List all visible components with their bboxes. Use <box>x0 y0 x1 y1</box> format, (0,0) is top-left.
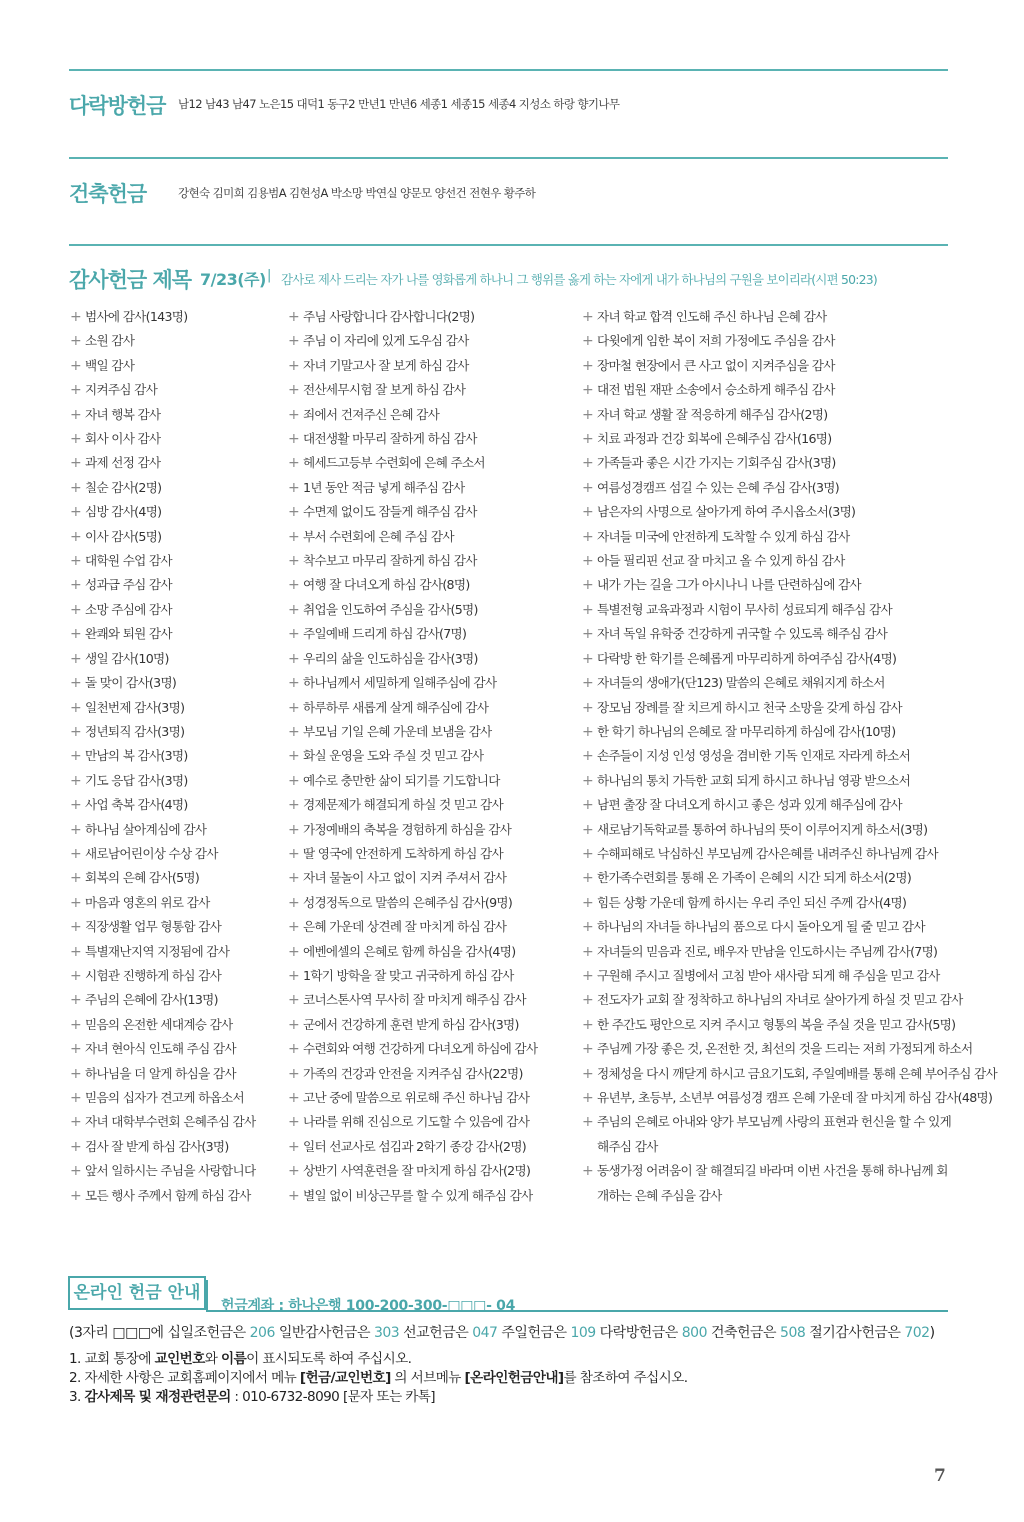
list-item: + 자녀 학교 합격 인도해 주신 하나님 은혜 감사 <box>582 305 997 329</box>
list-item: + 착수보고 마무리 잘하게 하심 감사 <box>288 549 537 573</box>
thanks-verse: 감사로 제사 드리는 자가 나를 영화롭게 하나니 그 행위를 옳게 하는 자에게 내가 하나님의 구원을 보이리라(시편 50:23) <box>281 272 878 287</box>
list-item: + 하루하루 새롭게 살게 해주심에 감사 <box>288 696 537 720</box>
list-item: + 믿음의 온전한 세대계승 감사 <box>70 1013 255 1037</box>
list-item: + 별일 없이 비상근무를 할 수 있게 해주심 감사 <box>288 1184 537 1208</box>
list-item: + 가족의 건강과 안전을 지켜주심 감사(22명) <box>288 1062 537 1086</box>
divider-top <box>69 69 948 71</box>
note-text: 3. <box>69 1389 81 1405</box>
list-item: + 가족들과 좋은 시간 가지는 기회주심 감사(3명) <box>582 451 997 475</box>
list-item: + 돌 맞이 감사(3명) <box>70 671 255 695</box>
list-item: + 치료 과정과 건강 회복에 은혜주심 감사(16명) <box>582 427 997 451</box>
list-item: + 자녀 대학부수련회 은혜주심 감사 <box>70 1110 255 1134</box>
list-item: + 소원 감사 <box>70 329 255 353</box>
list-item: + 1년 동안 적금 넣게 해주심 감사 <box>288 476 537 500</box>
list-item: + 취업을 인도하여 주심을 감사(5명) <box>288 598 537 622</box>
list-item: + 구원해 주시고 질병에서 고침 받아 새사람 되게 해 주심을 믿고 감사 <box>582 964 997 988</box>
list-item: + 은혜 가운데 상견례 잘 마치게 하심 감사 <box>288 915 537 939</box>
list-item: + 하나님의 자녀들 하나님의 품으로 다시 돌아오게 될 줄 믿고 감사 <box>582 915 997 939</box>
thanks-offering-date: 7/23(주) <box>200 270 266 289</box>
list-item: + 특별전형 교육과정과 시험이 무사히 성료되게 해주심 감사 <box>582 598 997 622</box>
list-item: + 심방 감사(4명) <box>70 500 255 524</box>
divider-3 <box>69 244 948 246</box>
online-notes <box>69 1350 687 1407</box>
list-item: + 하나님의 통치 가득한 교회 되게 하시고 하나님 영광 받으소서 <box>582 769 997 793</box>
list-item: + 앞서 일하시는 주님을 사랑합니다 <box>70 1159 255 1183</box>
list-item: + 칠순 감사(2명) <box>70 476 255 500</box>
list-item: + 자녀들 미국에 안전하게 도착할 수 있게 하심 감사 <box>582 525 997 549</box>
list-item: + 성과급 주심 감사 <box>70 573 255 597</box>
list-item: + 자녀 기말고사 잘 보게 하심 감사 <box>288 354 537 378</box>
list-item: + 손주들이 지성 인성 영성을 겸비한 기독 인재로 자라게 하소서 <box>582 744 997 768</box>
list-item: + 여행 잘 다녀오게 하심 감사(8명) <box>288 573 537 597</box>
list-item: + 다윗에게 임한 복이 저희 가정에도 주심을 감사 <box>582 329 997 353</box>
list-item: + 유년부, 초등부, 소년부 여름성경 캠프 은혜 가운데 잘 마치게 하심 감사(48명) <box>582 1086 997 1110</box>
list-item: + 소망 주심에 감사 <box>70 598 255 622</box>
online-offering-title: 온라인 헌금 안내 <box>68 1276 206 1310</box>
list-item: + 새로남기독학교를 통하여 하나님의 뜻이 이루어지게 하소서(3명) <box>582 818 997 842</box>
page-number: 7 <box>934 1466 946 1486</box>
list-item: + 동생가정 어려움이 잘 해결되길 바라며 이번 사건을 통해 하나님께 회개하는 은혜 주심을 감사 <box>582 1159 957 1208</box>
note-bold: [헌금/교인번호] <box>299 1370 391 1386</box>
list-item: + 모든 행사 주께서 함께 하심 감사 <box>70 1184 255 1208</box>
list-item: + 과제 선정 감사 <box>70 451 255 475</box>
season-code: 702 <box>904 1325 930 1341</box>
online-divider-vertical <box>206 1280 208 1312</box>
list-item: + 기도 응답 감사(3명) <box>70 769 255 793</box>
list-item: + 주님의 은혜에 감사(13명) <box>70 988 255 1012</box>
list-item: + 주님의 은혜로 아내와 양가 부모님께 사랑의 표현과 헌신을 할 수 있게 해주심 감사 <box>582 1110 957 1159</box>
list-item: + 전산세무시험 잘 보게 하심 감사 <box>288 378 537 402</box>
codes-text: 절기감사헌금은 <box>809 1325 901 1341</box>
list-item: + 자녀 독일 유학중 건강하게 귀국할 수 있도록 해주심 감사 <box>582 622 997 646</box>
building-code: 508 <box>780 1325 806 1341</box>
list-item: + 자녀 행복 감사 <box>70 403 255 427</box>
divider-2 <box>69 157 948 159</box>
note-bold: [온라인헌금안내] <box>464 1370 564 1386</box>
note-text: 의 서브메뉴 <box>394 1370 461 1386</box>
list-item: + 에벤에셀의 은혜로 함께 하심을 감사(4명) <box>288 940 537 964</box>
list-item: + 일천번제 감사(3명) <box>70 696 255 720</box>
thanks-offering-title: 감사헌금 제목 <box>69 268 192 292</box>
note-text: 1. 교회 통장에 <box>69 1351 151 1367</box>
list-item: + 한 학기 하나님의 은혜로 잘 마무리하게 하심에 감사(10명) <box>582 720 997 744</box>
darak-offering-title: 다락방헌금 <box>69 94 166 118</box>
list-item: + 하나님을 더 알게 하심을 감사 <box>70 1062 255 1086</box>
note-bold: 교인번호 <box>154 1351 205 1367</box>
list-item: + 회복의 은혜 감사(5명) <box>70 866 255 890</box>
list-item: + 시험관 진행하게 하심 감사 <box>70 964 255 988</box>
list-item: + 수련회와 여행 건강하게 다녀오게 하심에 감사 <box>288 1037 537 1061</box>
list-item: + 마음과 영혼의 위로 감사 <box>70 891 255 915</box>
note-text: : 010-6732-8090 [문자 또는 카톡] <box>234 1389 435 1405</box>
list-item: + 고난 중에 말씀으로 위로해 주신 하나님 감사 <box>288 1086 537 1110</box>
note-3 <box>69 1388 687 1407</box>
thanks-list-col2 <box>288 305 537 1208</box>
list-item: + 코너스톤사역 무사히 잘 마치게 해주심 감사 <box>288 988 537 1012</box>
codes-text: 다락방헌금은 <box>599 1325 678 1341</box>
tithe-code: 206 <box>249 1325 275 1341</box>
building-offering-names: 강현숙 김미희 김용범A 김현성A 박소망 박연실 양문모 양선건 전현우 황주하 <box>178 186 536 200</box>
list-item: + 자녀 현아식 인도해 주심 감사 <box>70 1037 255 1061</box>
thanks-separator: | <box>267 268 272 283</box>
list-item: + 대학원 수업 감사 <box>70 549 255 573</box>
list-item: + 정년퇴직 감사(3명) <box>70 720 255 744</box>
list-item: + 하나님 살아계심에 감사 <box>70 818 255 842</box>
list-item: + 만남의 복 감사(3명) <box>70 744 255 768</box>
list-item: + 1학기 방학을 잘 맞고 귀국하게 하심 감사 <box>288 964 537 988</box>
building-offering-title: 건축헌금 <box>69 182 147 206</box>
list-item: + 범사에 감사(143명) <box>70 305 255 329</box>
list-item: + 주일예배 드리게 하심 감사(7명) <box>288 622 537 646</box>
note-1 <box>69 1350 687 1369</box>
list-item: + 남은자의 사명으로 살아가게 하여 주시옵소서(3명) <box>582 500 997 524</box>
sunday-code: 109 <box>570 1325 596 1341</box>
list-item: + 완쾌와 퇴원 감사 <box>70 622 255 646</box>
mission-code: 047 <box>472 1325 498 1341</box>
offering-codes <box>69 1322 935 1342</box>
darak-offering-names: 남12 남43 남47 노은15 대덕1 동구2 만년1 만년6 세종1 세종15 세종4 지성소 하랑 향기나무 <box>178 97 620 111</box>
list-item: + 자녀 학교 생활 잘 적응하게 해주심 감사(2명) <box>582 403 997 427</box>
list-item: + 군에서 건강하게 훈련 받게 하심 감사(3명) <box>288 1013 537 1037</box>
list-item: + 다락방 한 학기를 은혜롭게 마무리하게 하여주심 감사(4명) <box>582 647 997 671</box>
list-item: + 한가족수련회를 통해 온 가족이 은혜의 시간 되게 하소서(2명) <box>582 866 997 890</box>
list-item: + 회사 이사 감사 <box>70 427 255 451</box>
list-item: + 이사 감사(5명) <box>70 525 255 549</box>
list-item: + 백일 감사 <box>70 354 255 378</box>
thanks-list-col1 <box>70 305 255 1208</box>
list-item: + 화실 운영을 도와 주실 것 믿고 감사 <box>288 744 537 768</box>
codes-text: (3자리 □□□에 십일조헌금은 <box>69 1325 246 1341</box>
list-item: + 나라를 위해 진심으로 기도할 수 있음에 감사 <box>288 1110 537 1134</box>
list-item: + 일터 선교사로 섬김과 2학기 종강 감사(2명) <box>288 1135 537 1159</box>
note-bold: 감사제목 및 재정관련문의 <box>84 1389 231 1405</box>
list-item: + 한 주간도 평안으로 지켜 주시고 형통의 복을 주실 것을 믿고 감사(5명) <box>582 1013 997 1037</box>
note-text: 이 표시되도록 하여 주십시오. <box>246 1351 412 1367</box>
list-item: + 직장생활 업무 형통함 감사 <box>70 915 255 939</box>
list-item: + 특별재난지역 지정됨에 감사 <box>70 940 255 964</box>
list-item: + 하나님께서 세밀하게 일해주심에 감사 <box>288 671 537 695</box>
list-item: + 수해피해로 낙심하신 부모님께 감사은혜를 내려주신 하나님께 감사 <box>582 842 997 866</box>
list-item: + 대전 법원 재판 소송에서 승소하게 해주심 감사 <box>582 378 997 402</box>
list-item: + 검사 잘 받게 하심 감사(3명) <box>70 1135 255 1159</box>
list-item: + 지켜주심 감사 <box>70 378 255 402</box>
codes-text: 선교헌금은 <box>403 1325 469 1341</box>
thanks-list-col3 <box>582 305 997 1208</box>
list-item: + 주님께 가장 좋은 것, 온전한 것, 최선의 것을 드리는 저희 가정되게 하소서 <box>582 1037 997 1061</box>
list-item: + 자녀들의 믿음과 진로, 배우자 만남을 인도하시는 주님께 감사(7명) <box>582 940 997 964</box>
list-item: + 남편 출장 잘 다녀오게 하시고 좋은 성과 있게 해주심에 감사 <box>582 793 997 817</box>
note-text: 와 <box>204 1351 218 1367</box>
list-item: + 자녀 물놀이 사고 없이 지켜 주셔서 감사 <box>288 866 537 890</box>
list-item: + 헤세드고등부 수련회에 은혜 주소서 <box>288 451 537 475</box>
general-code: 303 <box>373 1325 400 1341</box>
list-item: + 우리의 삶을 인도하심을 감사(3명) <box>288 647 537 671</box>
list-item: + 상반기 사역훈련을 잘 마치게 하심 감사(2명) <box>288 1159 537 1183</box>
list-item: + 부모님 기일 은혜 가운데 보냄을 감사 <box>288 720 537 744</box>
darak-code: 800 <box>681 1325 707 1341</box>
list-item: + 장모님 장례를 잘 치르게 하시고 천국 소망을 갖게 하심 감사 <box>582 696 997 720</box>
list-item: + 전도자가 교회 잘 정착하고 하나님의 자녀로 살아가게 하실 것 믿고 감사 <box>582 988 997 1012</box>
codes-text: 주일헌금은 <box>501 1325 567 1341</box>
bank-account: 헌금계좌 : 하나은행 100-200-300-□□□- 04 <box>221 1298 516 1314</box>
list-item: + 가정예배의 축복을 경험하게 하심을 감사 <box>288 818 537 842</box>
list-item: + 힘든 상황 가운데 함께 하시는 우리 주인 되신 주께 감사(4명) <box>582 891 997 915</box>
note-text: 2. 자세한 사항은 교회홈페이지에서 메뉴 <box>69 1370 297 1386</box>
list-item: + 장마철 현장에서 큰 사고 없이 지켜주심을 감사 <box>582 354 997 378</box>
list-item: + 주님 이 자리에 있게 도우심 감사 <box>288 329 537 353</box>
list-item: + 아들 필리핀 선교 잘 마치고 올 수 있게 하심 감사 <box>582 549 997 573</box>
note-text: 를 참조하여 주십시오. <box>563 1370 688 1386</box>
list-item: + 새로남어린이상 수상 감사 <box>70 842 255 866</box>
list-item: + 죄에서 건져주신 은혜 감사 <box>288 403 537 427</box>
list-item: + 대전생활 마무리 잘하게 하심 감사 <box>288 427 537 451</box>
note-bold: 이름 <box>221 1351 247 1367</box>
list-item: + 생일 감사(10명) <box>70 647 255 671</box>
codes-text: 건축헌금은 <box>710 1325 777 1341</box>
list-item: + 부서 수련회에 은혜 주심 감사 <box>288 525 537 549</box>
list-item: + 자녀들의 생애가(단123) 말씀의 은혜로 채워지게 하소서 <box>582 671 997 695</box>
codes-text: ) <box>929 1325 935 1341</box>
codes-text: 일반감사헌금은 <box>278 1325 370 1341</box>
list-item: + 사업 축복 감사(4명) <box>70 793 255 817</box>
list-item: + 믿음의 십자가 견고케 하옵소서 <box>70 1086 255 1110</box>
list-item: + 경제문제가 해결되게 하실 것 믿고 감사 <box>288 793 537 817</box>
list-item: + 수면제 없이도 잠들게 해주심 감사 <box>288 500 537 524</box>
list-item: + 여름성경캠프 섬길 수 있는 은혜 주심 감사(3명) <box>582 476 997 500</box>
list-item: + 성경정독으로 말씀의 은혜주심 감사(9명) <box>288 891 537 915</box>
list-item: + 주님 사랑합니다 감사합니다(2명) <box>288 305 537 329</box>
list-item: + 딸 영국에 안전하게 도착하게 하심 감사 <box>288 842 537 866</box>
list-item: + 예수로 충만한 삶이 되기를 기도합니다 <box>288 769 537 793</box>
note-2 <box>69 1369 687 1388</box>
list-item: + 정체성을 다시 깨닫게 하시고 금요기도회, 주일예배를 통해 은혜 부어주심 감사 <box>582 1062 997 1086</box>
list-item: + 내가 가는 길을 그가 아시나니 나를 단련하심에 감사 <box>582 573 997 597</box>
